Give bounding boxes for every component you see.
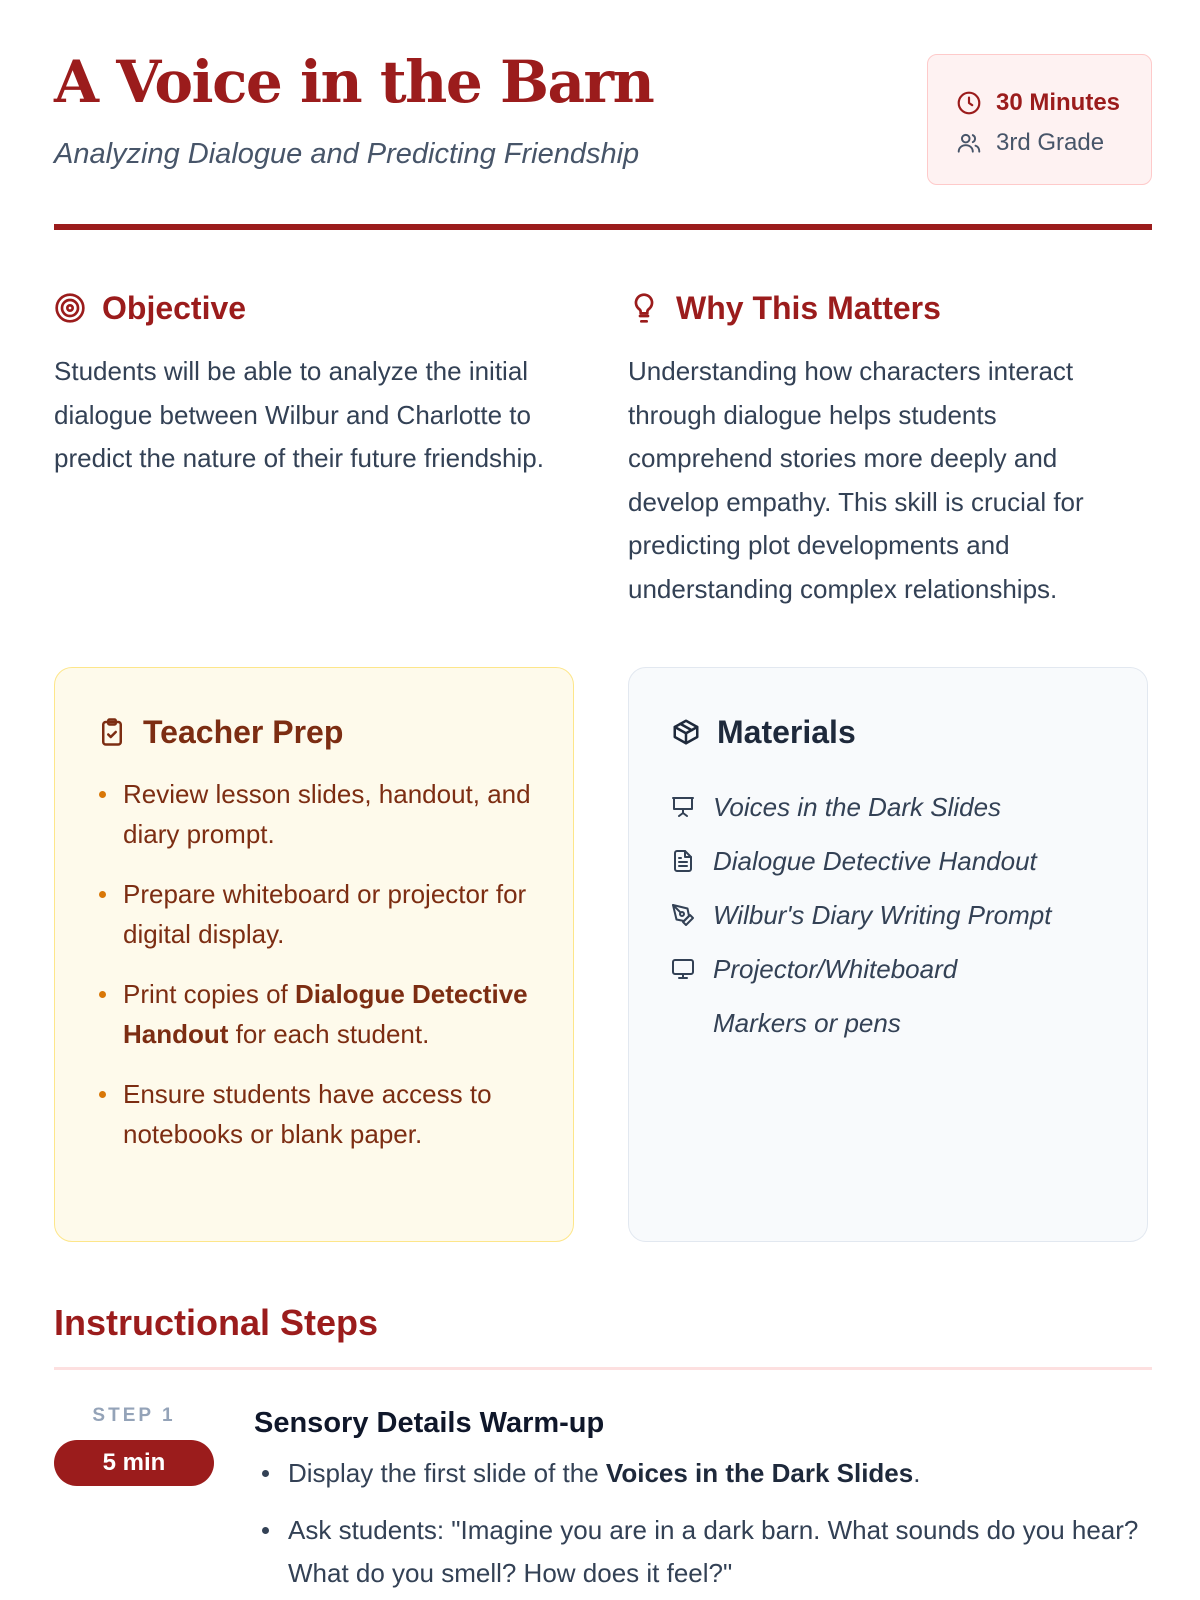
materials-heading	[671, 710, 1107, 754]
users-icon	[956, 130, 982, 156]
handout-name: Dialogue Detective Handout	[123, 979, 528, 1049]
step-title: Sensory Details Warm-up	[254, 1407, 605, 1439]
material-item: Wilbur's Diary Writing Prompt	[671, 888, 1107, 942]
materials-title: Materials	[717, 713, 856, 750]
why-section	[628, 288, 1148, 611]
header-divider	[54, 224, 1152, 230]
material-item: Dialogue Detective Handout	[671, 834, 1107, 888]
why-heading	[628, 288, 1148, 328]
overview-section	[54, 288, 1152, 618]
grade-row	[956, 123, 1151, 163]
steps-divider	[54, 1367, 1152, 1370]
step-bullet: Ask students: "Imagine you are in a dark barn. What sounds do you hear? What do you smell? How does it feel?"	[254, 1509, 1152, 1595]
lightbulb-icon	[628, 292, 660, 324]
page-title: A Voice in the Barn	[54, 48, 654, 116]
step-duration-badge: 5 min	[54, 1440, 214, 1486]
teacher-prep-heading	[97, 710, 533, 754]
teacher-prep-card	[54, 667, 574, 1242]
material-item: Voices in the Dark Slides	[671, 780, 1107, 834]
lesson-info-badge	[927, 54, 1152, 185]
clipboard-check-icon	[97, 717, 127, 747]
objective-heading	[54, 288, 574, 328]
duration-text: 30 Minutes	[996, 89, 1121, 116]
prep-item: Print copies of Dialogue Detective Handout for each student.	[97, 974, 533, 1054]
presentation-icon	[671, 795, 695, 819]
prep-item: Ensure students have access to notebooks or blank paper.	[97, 1074, 533, 1154]
pen-icon	[671, 903, 695, 927]
materials-list	[671, 780, 1107, 1050]
step-bullet: Display the first slide of the Voices in the Dark Slides.	[254, 1452, 1152, 1495]
step-body	[254, 1405, 1152, 1600]
document-icon	[671, 849, 695, 873]
slides-name: Voices in the Dark Slides	[605, 1458, 914, 1488]
materials-card	[628, 667, 1148, 1242]
prep-item: Prepare whiteboard or projector for digital display.	[97, 874, 533, 954]
why-title: Why This Matters	[676, 289, 941, 326]
prep-item: Review lesson slides, handout, and diary prompt.	[97, 774, 533, 854]
monitor-icon	[671, 957, 695, 981]
step-label: STEP 1	[92, 1405, 176, 1426]
grade-text: 3rd Grade	[996, 129, 1105, 156]
teacher-prep-list	[97, 774, 533, 1154]
clock-icon	[956, 90, 982, 116]
why-text: Understanding how characters interact through dialogue helps students comprehend stories more deeply and develop empathy. This skill is crucial for predicting plot developments and understanding complex relationships.	[628, 356, 1084, 604]
duration-row	[956, 83, 1151, 123]
objective-title: Objective	[102, 289, 247, 326]
objective-text: Students will be able to analyze the initial dialogue between Wilbur and Charlotte to predict the nature of their future friendship.	[54, 356, 544, 473]
material-item: Markers or pens	[713, 1007, 901, 1038]
teacher-prep-title: Teacher Prep	[143, 713, 344, 750]
step-bullets	[254, 1452, 1152, 1595]
steps-heading: Instructional Steps	[54, 1302, 379, 1343]
material-item: Projector/Whiteboard	[671, 942, 1107, 996]
objective-section	[54, 288, 574, 481]
package-icon	[671, 717, 701, 747]
header	[54, 0, 1152, 232]
lesson-plan-page	[54, 0, 1152, 1588]
page-subtitle: Analyzing Dialogue and Predicting Friendship	[54, 138, 640, 170]
target-icon	[54, 292, 86, 324]
